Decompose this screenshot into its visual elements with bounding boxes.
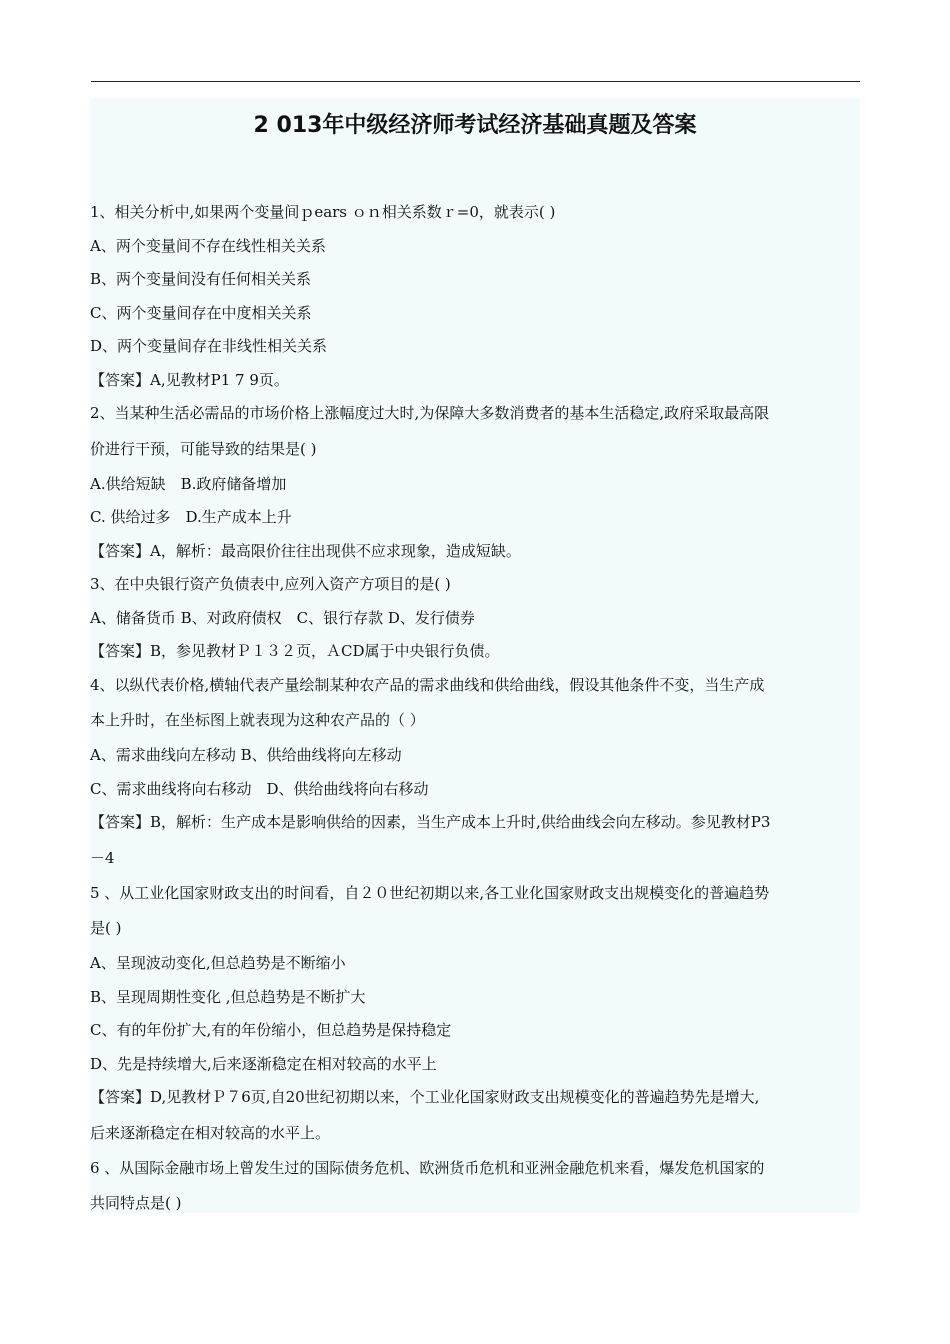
document-title: 2 013年中级经济师考试经济基础真题及答案 <box>253 113 697 138</box>
question-cont-line: 是( ) <box>90 919 122 937</box>
option-line: C、有的年份扩大,有的年份缩小，但总趋势是保持稳定 <box>90 1021 452 1039</box>
document-body <box>90 98 860 1213</box>
question-list <box>90 196 860 1222</box>
option-line: A、需求曲线向左移动 B、供给曲线将向左移动 <box>90 746 402 764</box>
option-line: C、两个变量间存在中度相关关系 <box>90 303 312 322</box>
option-line: A、储备货币 B、对政府债权 C、银行存款 D、发行债券 <box>90 608 475 627</box>
option-line: A、两个变量间不存在线性相关关系 <box>90 236 326 255</box>
option-line: B、两个变量间没有任何相关关系 <box>90 270 312 288</box>
answer-line: 【答案】A,见教材P1 7 9页。 <box>90 370 289 389</box>
answer-cont-line: 后来逐渐稳定在相对较高的水平上。 <box>90 1123 331 1142</box>
option-line: A.供给短缺 B.政府储备增加 <box>90 474 287 493</box>
question-line: 1、相关分析中,如果两个变量间ｐears ｏｎ相关系数ｒ=0，就表示( ) <box>90 203 556 221</box>
option-line: A、呈现波动变化,但总趋势是不断缩小 <box>90 954 346 972</box>
answer-line: 【答案】D,见教材Ｐ７6页,自20世纪初期以来，个工业化国家财政支出规模变化的普遍趋势先是增大, <box>90 1088 760 1106</box>
question-cont-line: 共同特点是( ) <box>90 1194 182 1212</box>
question-line: 3、在中央银行资产负债表中,应列入资产方项目的是( ) <box>90 575 451 593</box>
option-line: B、呈现周期性变化 ,但总趋势是不断扩大 <box>90 987 366 1006</box>
answer-cont-line: －4 <box>90 848 115 867</box>
option-line: C. 供给过多 D.生产成本上升 <box>90 508 292 526</box>
header-rule <box>91 81 860 82</box>
option-line: C、需求曲线将向右移动 D、供给曲线将向右移动 <box>90 779 429 798</box>
question-cont-line: 价进行干预，可能导致的结果是( ) <box>90 439 317 458</box>
question-line: 5 、从工业化国家财政支出的时间看，自２０世纪初期以来,各工业化国家财政支出规模变化的普遍趋势 <box>90 883 770 902</box>
answer-line: 【答案】A，解析：最高限价往往出现供不应求现象，造成短缺。 <box>90 541 521 560</box>
answer-line: 【答案】B，解析：生产成本是影响供给的因素，当生产成本上升时,供给曲线会向左移动。参见教材P3 <box>90 813 771 831</box>
question-line: 4、以纵代表价格,横轴代表产量绘制某种农产品的需求曲线和供给曲线，假设其他条件不变，当生产成 <box>90 675 765 694</box>
option-line: D、先是持续增大,后来逐渐稳定在相对较高的水平上 <box>90 1054 437 1073</box>
question-cont-line: 本上升时，在坐标图上就表现为这种农产品的（ ） <box>90 711 425 729</box>
answer-line: 【答案】B，参见教材Ｐ１３２页，ＡCD属于中央银行负债。 <box>90 642 500 660</box>
question-line: 2、当某种生活必需品的市场价格上涨幅度过大时,为保障大多数消费者的基本生活稳定,政府采取最高限 <box>90 404 770 422</box>
option-line: D、两个变量间存在非线性相关关系 <box>90 337 328 355</box>
question-line: 6 、从国际金融市场上曾发生过的国际债务危机、欧洲货币危机和亚洲金融危机来看，爆发危机国家的 <box>90 1158 765 1177</box>
